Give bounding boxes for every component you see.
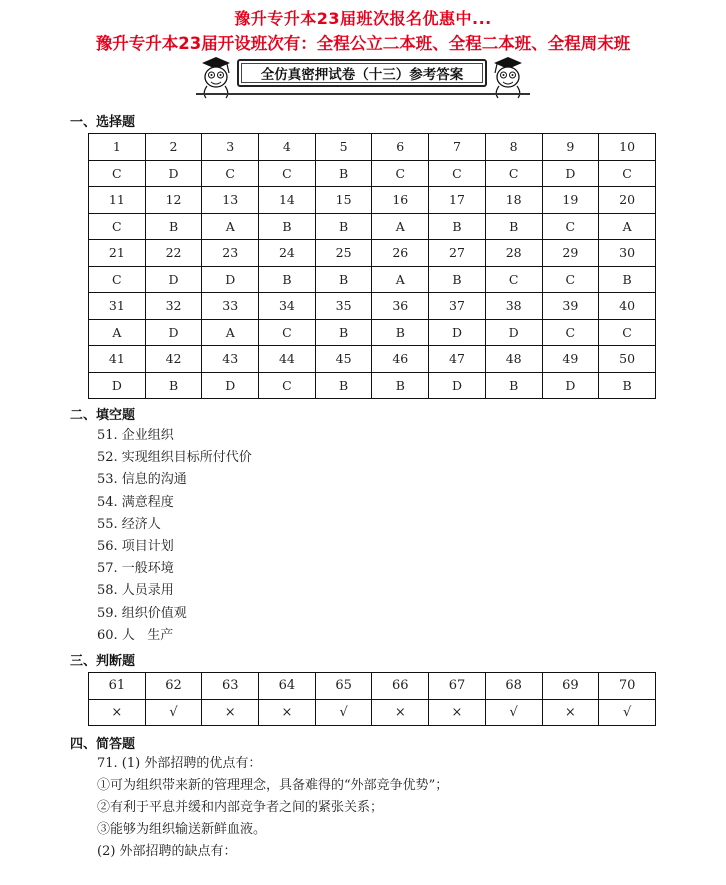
question-number-cell: 35 [315,293,372,320]
question-number-cell: 33 [202,293,259,320]
promo-banner-line2: 豫升专升本23届开设班次有：全程公立二本班、全程二本班、全程周末班 [95,34,631,53]
answer-row [89,699,656,726]
answer-cell: A [202,319,259,346]
answer-cell: C [89,160,146,187]
answer-line: 52. 实现组织目标所付代价 [97,450,252,466]
answer-cell: C [259,372,316,399]
question-number-cell: 49 [542,346,599,373]
answer-line: ②有利于平息并缓和内部竞争者之间的紧张关系； [97,800,384,815]
answer-cell: C [485,266,542,293]
question-number-cell: 4 [259,134,316,161]
section-heading-choice: 一、选择题 [70,115,136,130]
answer-cell: B [315,266,372,293]
answer-cell: D [89,372,146,399]
question-number-cell: 50 [599,346,656,373]
answer-cell: B [315,160,372,187]
answer-cell: D [202,372,259,399]
answer-cell: C [89,213,146,240]
question-number-cell: 13 [202,187,259,214]
answer-cell: × [202,699,259,726]
answer-cell: D [429,319,486,346]
promo-banner-line1: 豫升专升本23届班次报名优惠中... [234,9,492,28]
question-number-cell: 21 [89,240,146,267]
question-number-cell: 43 [202,346,259,373]
question-number-cell: 38 [485,293,542,320]
answer-cell: D [145,266,202,293]
answer-cell: B [145,213,202,240]
question-number-cell: 5 [315,134,372,161]
answer-line: 54. 满意程度 [97,494,174,510]
answer-cell: A [202,213,259,240]
answer-cell: D [429,372,486,399]
answer-line: (2) 外部招聘的缺点有： [97,844,237,859]
question-number-cell: 18 [485,187,542,214]
question-number-cell: 26 [372,240,429,267]
question-number-cell: 44 [259,346,316,373]
answer-cell: D [542,160,599,187]
answer-line: 59. 组织价值观 [97,605,187,621]
answer-line: 51. 企业组织 [97,428,174,443]
question-number-row [89,673,656,700]
answer-line: 58. 人员录用 [97,583,174,599]
question-number-cell: 63 [202,673,259,700]
question-number-cell: 10 [599,134,656,161]
question-number-cell: 61 [89,673,146,700]
question-number-cell: 24 [259,240,316,267]
answer-cell: C [485,160,542,187]
answer-row [89,319,656,346]
question-number-cell: 17 [429,187,486,214]
answer-cell: C [372,160,429,187]
answer-cell: B [315,319,372,346]
question-number-cell: 15 [315,187,372,214]
question-number-cell: 20 [599,187,656,214]
section-heading-fill: 二、填空题 [70,408,136,423]
question-number-cell: 14 [259,187,316,214]
answer-line: 60. 人 生产 [97,627,174,643]
question-number-cell: 6 [372,134,429,161]
question-number-cell: 37 [429,293,486,320]
answer-cell: × [429,699,486,726]
exam-title-header [0,53,726,99]
question-number-row [89,346,656,373]
question-number-cell: 12 [145,187,202,214]
question-number-cell: 42 [145,346,202,373]
answer-cell: A [372,213,429,240]
answer-line: ③能够为组织输送新鲜血液。 [97,822,267,837]
answer-cell: B [372,372,429,399]
answer-cell: √ [599,699,656,726]
question-number-cell: 39 [542,293,599,320]
question-number-row [89,187,656,214]
answer-cell: √ [315,699,372,726]
judge-answer-table [88,672,656,726]
question-number-cell: 22 [145,240,202,267]
answer-row [89,160,656,187]
question-number-cell: 65 [315,673,372,700]
answer-cell: B [485,372,542,399]
answer-cell: B [599,372,656,399]
answer-cell: × [372,699,429,726]
answer-cell: B [145,372,202,399]
question-number-cell: 30 [599,240,656,267]
question-number-cell: 29 [542,240,599,267]
answer-cell: B [315,213,372,240]
answer-cell: C [259,319,316,346]
short-answer-list [97,754,657,864]
question-number-cell: 31 [89,293,146,320]
answer-cell: B [259,213,316,240]
answer-cell: C [259,160,316,187]
question-number-cell: 25 [315,240,372,267]
question-number-cell: 64 [259,673,316,700]
question-number-cell: 41 [89,346,146,373]
question-number-cell: 16 [372,187,429,214]
answer-line: 53. 信息的沟通 [97,472,187,488]
answer-row [89,372,656,399]
question-number-cell: 67 [429,673,486,700]
question-number-row [89,293,656,320]
answer-cell: D [202,266,259,293]
question-number-cell: 2 [145,134,202,161]
answer-cell: D [145,319,202,346]
title-frame [237,59,487,87]
question-number-cell: 48 [485,346,542,373]
question-number-cell: 23 [202,240,259,267]
answer-cell: B [429,213,486,240]
answer-cell: A [89,319,146,346]
answer-row [89,266,656,293]
answer-cell: C [89,266,146,293]
question-number-cell: 1 [89,134,146,161]
answer-cell: C [599,319,656,346]
answer-cell: D [485,319,542,346]
answer-cell: D [542,372,599,399]
question-number-cell: 62 [145,673,202,700]
answer-cell: C [542,319,599,346]
answer-row [89,213,656,240]
question-number-cell: 68 [485,673,542,700]
question-number-cell: 7 [429,134,486,161]
answer-cell: C [429,160,486,187]
answer-cell: C [542,266,599,293]
question-number-cell: 34 [259,293,316,320]
answer-cell: × [89,699,146,726]
title-underline [196,93,530,95]
answer-cell: B [315,372,372,399]
answer-line: 55. 经济人 [97,516,161,532]
section-heading-short: 四、简答题 [70,737,136,752]
section-heading-judge: 三、判断题 [70,654,136,669]
answer-cell: B [429,266,486,293]
exam-title: 全仿真密押试卷（十三）参考答案 [241,63,483,83]
question-number-row [89,240,656,267]
question-number-row [89,134,656,161]
answer-cell: D [145,160,202,187]
question-number-cell: 45 [315,346,372,373]
answer-cell: B [485,213,542,240]
question-number-cell: 36 [372,293,429,320]
question-number-cell: 40 [599,293,656,320]
answer-cell: B [599,266,656,293]
answer-cell: C [542,213,599,240]
answer-cell: B [372,319,429,346]
question-number-cell: 11 [89,187,146,214]
question-number-cell: 19 [542,187,599,214]
question-number-cell: 8 [485,134,542,161]
answer-line: 71. (1) 外部招聘的优点有： [97,756,262,771]
answer-cell: C [599,160,656,187]
question-number-cell: 9 [542,134,599,161]
answer-cell: √ [145,699,202,726]
fill-answer-list [97,426,597,648]
answer-line: ①可为组织带来新的管理理念，具备难得的“外部竞争优势”； [97,778,449,793]
answer-cell: C [202,160,259,187]
answer-cell: × [542,699,599,726]
question-number-cell: 3 [202,134,259,161]
choice-answer-table [88,133,656,399]
question-number-cell: 32 [145,293,202,320]
question-number-cell: 69 [542,673,599,700]
answer-cell: × [259,699,316,726]
answer-cell: B [259,266,316,293]
answer-cell: A [599,213,656,240]
answer-line: 56. 项目计划 [97,538,174,554]
question-number-cell: 27 [429,240,486,267]
answer-cell: A [372,266,429,293]
question-number-cell: 28 [485,240,542,267]
answer-cell: √ [485,699,542,726]
question-number-cell: 47 [429,346,486,373]
question-number-cell: 70 [599,673,656,700]
question-number-cell: 66 [372,673,429,700]
answer-line: 57. 一般环境 [97,561,174,577]
question-number-cell: 46 [372,346,429,373]
